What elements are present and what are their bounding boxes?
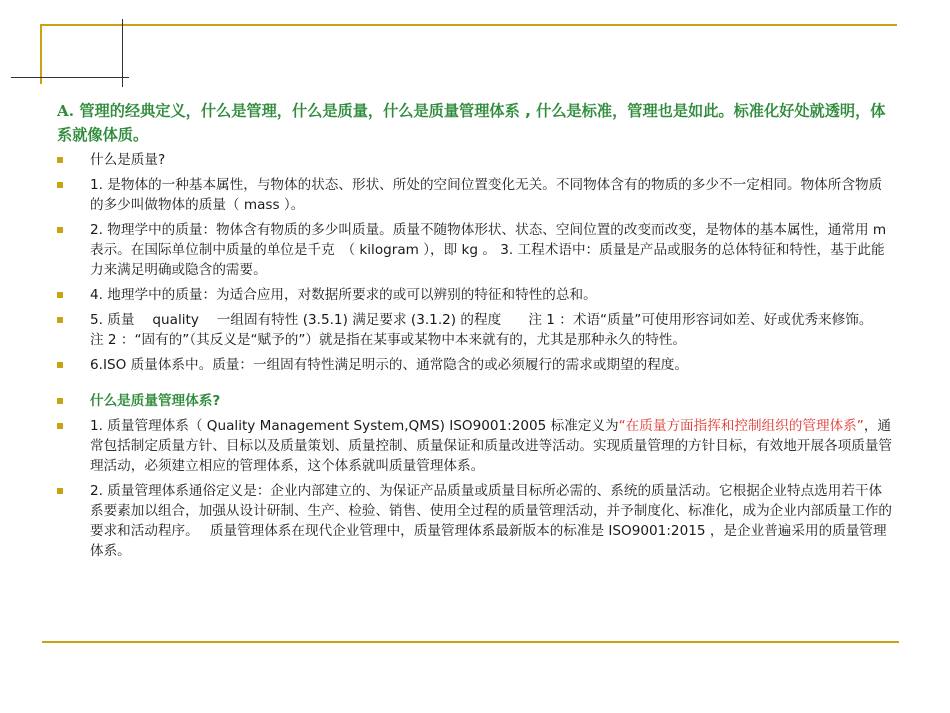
bullet-list [57, 150, 895, 566]
square-bullet-icon [57, 182, 63, 188]
list-item [57, 355, 895, 375]
square-bullet-icon [57, 157, 63, 163]
crosshair-horizontal-line [11, 77, 129, 78]
bullet-text: 1. 是物体的一种基本属性，与物体的状态、形状、所处的空间位置变化无关。不同物体含有的物质的多少不一定相同。物体所含物质的多少叫做物体的质量（ mass ）。 [90, 177, 883, 213]
bullet-text: 4. 地理学中的质量：为适合应用，对数据所要求的或可以辨别的特征和特性的总和。 [90, 287, 597, 303]
bullet-text: 2. 质量管理体系通俗定义是：企业内部建立的、为保证产品质量或质量目标所必需的、系统的质量活动。它根据企业特点选用若干体系要素加以组合，加强从设计研制、生产、检验、销售、使用全过程的质量管理活动，并予制度化、标准化，成为企业内部质量工作的要求和活动程序。 质量管理体系在现代企业管理中，质量管理体系最新版本的标准是 ISO9001:2015 ，是企业普遍采用的质量管理体系。 [90, 483, 893, 559]
heading-text: 管理的经典定义，什么是管理，什么是质量，什么是质量管理体系 , 什么是标准，管理也是如此。标准化好处就透明，体系就像体质。 [57, 102, 886, 144]
highlight-red-text: “在质量方面指挥和控制组织的管理体系” [618, 418, 864, 434]
list-item [57, 220, 895, 280]
bullet-text: 6.ISO 质量体系中。质量：一组固有特性满足明示的、通常隐含的或必须履行的需求或期望的程度。 [90, 357, 688, 373]
top-gold-rule [42, 24, 897, 26]
list-item [57, 285, 895, 305]
square-bullet-icon [57, 317, 63, 323]
bullet-text: 5. 质量 quality 一组固有特性 (3.5.1) 满足要求 (3.1.2) 的程度 注 1 ：术语“质量”可使用形容词如差、好或优秀来修饰。 注 2 ：“固有的”（其反义是“赋予的”）就是指在某事或某物中本来就有的，尤其是那种永久的特性。 [90, 312, 893, 348]
bullet-text: 什么是质量管理体系? [90, 393, 221, 409]
crosshair-vertical-line [122, 19, 123, 87]
square-bullet-icon [57, 423, 63, 429]
heading-prefix: A. [57, 102, 80, 120]
slide-heading [57, 99, 897, 147]
bullet-text: 2. 物理学中的质量：物体含有物质的多少叫质量。质量不随物体形状、状态、空间位置的改变而改变，是物体的基本属性，通常用 m 表示。在国际单位制中质量的单位是千克 （ kilogram ），即 kg 。 3. 工程术语中：质量是产品或服务的总体特征和特性，基于此能力来满足明确或隐含的需要。 [90, 222, 887, 278]
list-item [57, 416, 895, 476]
list-item [57, 310, 895, 350]
left-gold-rule [40, 24, 42, 84]
bullet-text-after: ，通常包括制定质量方针、目标以及质量策划、质量控制、质量保证和质量改进等活动。实现质量管理的方针目标，有效地开展各项质量管理活动，必须建立相应的管理体系，这个体系就叫质量管理体系。 [90, 418, 893, 474]
list-item [57, 481, 895, 561]
bullet-text: 什么是质量? [90, 152, 166, 168]
square-bullet-icon [57, 362, 63, 368]
square-bullet-icon [57, 488, 63, 494]
bottom-gold-rule [42, 641, 899, 643]
list-item [57, 150, 895, 170]
square-bullet-icon [57, 398, 63, 404]
list-item [57, 175, 895, 215]
square-bullet-icon [57, 292, 63, 298]
bullet-text-before: 1. 质量管理体系（ Quality Management System,QMS) ISO9001:2005 标准定义为 [90, 418, 619, 434]
section-title-qms [57, 391, 895, 411]
square-bullet-icon [57, 227, 63, 233]
